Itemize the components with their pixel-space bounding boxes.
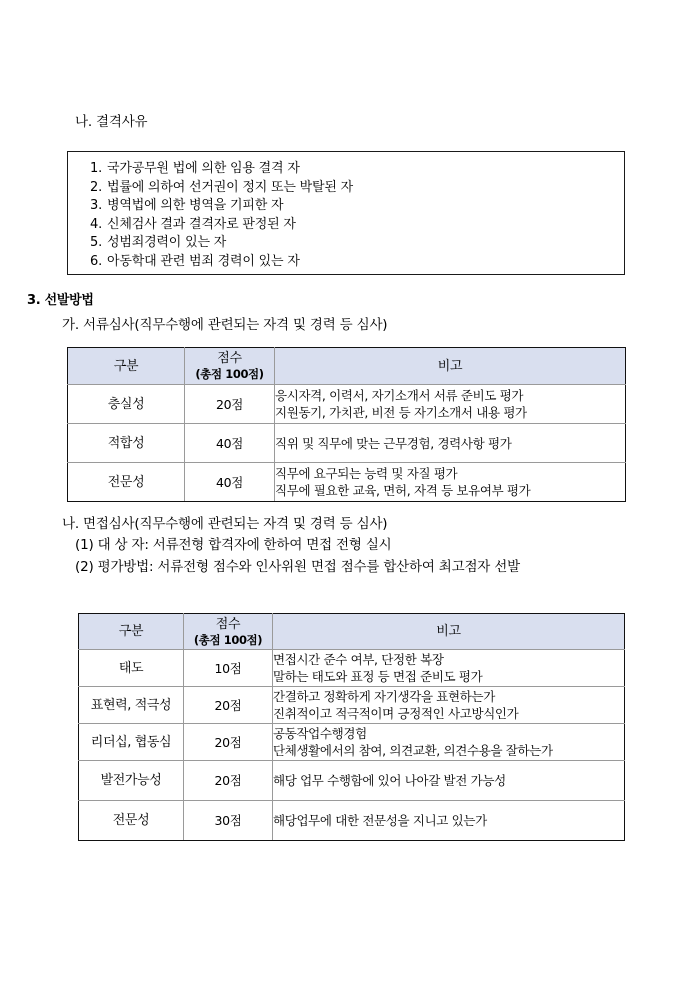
row-notes — [275, 424, 626, 463]
list-item-label: 신체검사 결과 결격자로 판정된 자 — [107, 216, 296, 232]
column-header-category — [79, 614, 184, 650]
list-item-label: 법률에 의하여 선거권이 정지 또는 박탈된 자 — [107, 179, 354, 195]
row-score: 20점 — [184, 687, 273, 724]
row-note-line: 간결하고 정확하게 자기생각을 표현하는가 — [273, 689, 495, 704]
heading-document-review: 가. 서류심사(직무수행에 관련되는 자격 및 경력 등 심사) — [62, 317, 388, 333]
row-score: 20점 — [184, 761, 273, 801]
column-header-category-label: 구분 — [118, 624, 144, 639]
interview-evaluation-table — [78, 613, 625, 841]
row-score: 40점 — [185, 424, 275, 463]
column-header-score-label: 점수 — [217, 351, 242, 366]
disqualification-list-box — [67, 151, 625, 275]
row-notes — [273, 801, 625, 841]
heading-disqualification: 나. 결격사유 — [75, 114, 148, 130]
row-score: 30점 — [184, 801, 273, 841]
row-note-line: 면접시간 준수 여부, 단정한 복장 — [273, 652, 444, 667]
row-note-line: 단체생활에서의 참여, 의견교환, 의견수용을 잘하는가 — [273, 743, 553, 758]
row-category: 리더십, 협동심 — [79, 724, 184, 761]
row-notes — [273, 724, 625, 761]
column-header-category — [68, 348, 185, 385]
row-category: 발전가능성 — [79, 761, 184, 801]
row-notes — [275, 463, 626, 502]
table-header-row — [79, 614, 625, 650]
disqualification-list — [68, 152, 624, 272]
column-header-notes — [273, 614, 625, 650]
row-score: 20점 — [185, 385, 275, 424]
row-category: 충실성 — [68, 385, 185, 424]
heading-interview-review: 나. 면접심사(직무수행에 관련되는 자격 및 경력 등 심사) — [62, 516, 388, 532]
heading-selection-method: 3. 선발방법 — [27, 293, 94, 308]
interview-bullet-method: (2) 평가방법: 서류전형 점수와 인사위원 면접 점수를 합산하여 최고점자 선발 — [75, 559, 520, 575]
list-item — [68, 216, 624, 235]
column-header-notes-label: 비고 — [436, 624, 461, 639]
row-note-line: 직무에 필요한 교육, 면허, 자격 등 보유여부 평가 — [275, 483, 531, 498]
row-note-line: 지원동기, 가치관, 비전 등 자기소개서 내용 평가 — [275, 405, 527, 420]
row-note-line: 해당 업무 수행함에 있어 나아갈 발전 가능성 — [273, 773, 506, 788]
row-note-line: 해당업무에 대한 전문성을 지니고 있는가 — [273, 813, 487, 828]
row-score: 10점 — [184, 650, 273, 687]
column-header-notes — [275, 348, 626, 385]
list-item-label: 성범죄경력이 있는 자 — [107, 235, 227, 251]
table-row — [79, 650, 625, 687]
table-row — [68, 463, 626, 502]
list-item — [68, 197, 624, 216]
list-item-number: 4. — [90, 216, 103, 232]
list-item — [68, 179, 624, 198]
table-row — [79, 801, 625, 841]
table-row — [79, 724, 625, 761]
table-row — [68, 385, 626, 424]
list-item — [68, 234, 624, 253]
column-header-score — [185, 348, 275, 385]
column-header-score-label: 점수 — [215, 616, 241, 632]
list-item-label: 국가공무원 법에 의한 임용 결격 자 — [107, 161, 300, 176]
table-row — [79, 761, 625, 801]
row-note-line: 공동작업수행경험 — [273, 726, 367, 741]
list-item-label: 아동학대 관련 범죄 경력이 있는 자 — [107, 253, 300, 269]
row-category: 적합성 — [68, 424, 185, 463]
row-note-line: 진취적이고 적극적이며 긍정적인 사고방식인가 — [273, 706, 519, 721]
list-item — [68, 160, 624, 179]
row-category: 태도 — [79, 650, 184, 687]
row-notes — [273, 687, 625, 724]
row-category: 표현력, 적극성 — [79, 687, 184, 724]
column-header-score — [184, 614, 273, 650]
list-item-number: 3. — [90, 198, 103, 214]
column-header-score-sub: (총점 100점) — [193, 632, 263, 647]
list-item-number: 1. — [90, 161, 103, 176]
row-note-line: 직무에 요구되는 능력 및 자질 평가 — [275, 466, 458, 481]
interview-bullet-target: (1) 대 상 자: 서류전형 합격자에 한하여 면접 전형 실시 — [75, 537, 392, 553]
column-header-category-label: 구분 — [113, 358, 139, 374]
row-notes — [275, 385, 626, 424]
table-row — [68, 424, 626, 463]
table-row — [79, 687, 625, 724]
row-note-line: 응시자격, 이력서, 자기소개서 서류 준비도 평가 — [275, 388, 524, 403]
list-item-label: 병역법에 의한 병역을 기피한 자 — [107, 198, 284, 214]
list-item-number: 5. — [90, 235, 103, 251]
row-score: 40점 — [185, 463, 275, 502]
document-review-table — [67, 347, 626, 502]
row-notes — [273, 761, 625, 801]
list-item-number: 2. — [90, 179, 103, 195]
list-item-number: 6. — [90, 253, 103, 269]
row-note-line: 말하는 태도와 표정 등 면접 준비도 평가 — [273, 669, 483, 684]
table-header-row — [68, 348, 626, 385]
row-category: 전문성 — [68, 463, 185, 502]
row-note-line: 직위 및 직무에 맞는 근무경험, 경력사항 평가 — [275, 435, 512, 451]
row-score: 20점 — [184, 724, 273, 761]
column-header-score-sub: (총점 100점) — [195, 367, 264, 381]
row-notes — [273, 650, 625, 687]
row-category: 전문성 — [79, 801, 184, 841]
list-item — [68, 253, 624, 272]
column-header-notes-label: 비고 — [437, 358, 463, 374]
